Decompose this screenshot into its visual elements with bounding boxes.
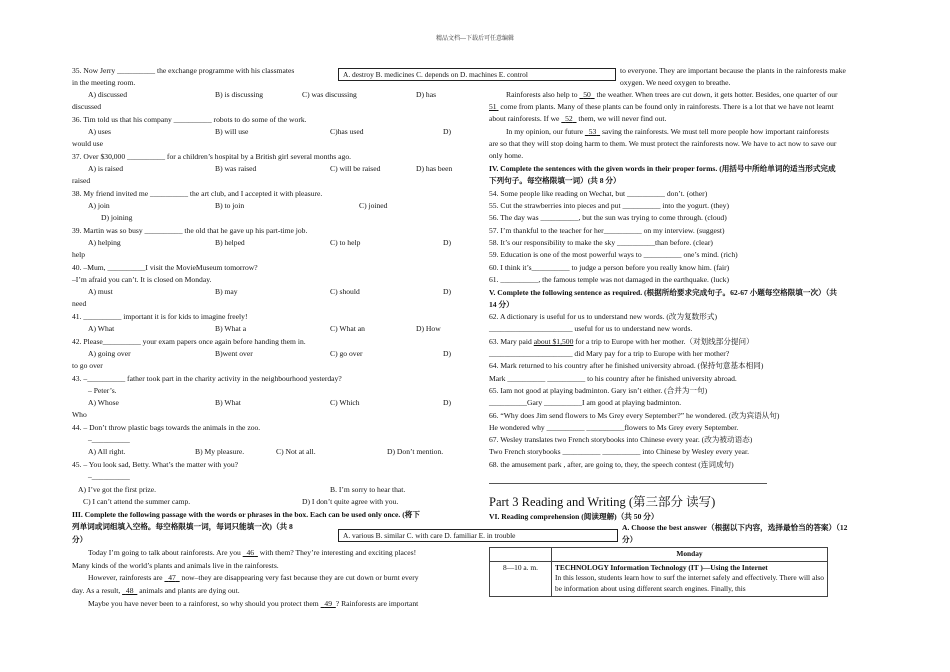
blank-53-number: 53 <box>588 127 597 136</box>
blank-49-number: 49 <box>324 599 332 608</box>
q38-option-b: B) to join <box>215 201 245 210</box>
q44-response: –__________ <box>88 435 130 444</box>
q43-option-c: C) Which <box>330 398 360 407</box>
q45-response: –__________ <box>88 472 130 481</box>
answer-line <box>489 483 767 484</box>
v-item-67-answer: Two French storybooks __________ __________ into Chinese by Wesley every year. <box>489 447 750 456</box>
v-item-66: 66. “Why does Jim send flowers to Ms Grey every September?” he wondered. (改为宾语从句) <box>489 411 780 420</box>
q43-option-d-cont: Who <box>72 410 87 419</box>
q35-option-d-cont: discussed <box>72 102 102 111</box>
q45-stem: 45. – You look sad, Betty. What’s the matter with you? <box>72 460 238 469</box>
iv-item-56: 56. The day was __________, but the sun was trying to come through. (cloud) <box>489 213 727 222</box>
q39-option-b: B) helped <box>215 238 245 247</box>
blank-52 <box>561 114 576 123</box>
v-item-68: 68. the amusement park , after, are going to, they, the speech contest (连词成句) <box>489 460 734 469</box>
passage-text: about rainforests. If we <box>489 114 562 123</box>
q41-option-b: B) What a <box>215 324 247 333</box>
v-item-64-answer: Mark __________ __________ to his country after he finished university abroad. <box>489 374 737 383</box>
passage-r1: to everyone. They are important because the plants in the rainforests make <box>620 66 846 75</box>
passage-text: However, rainforests are <box>88 573 165 582</box>
blank-47 <box>164 573 179 582</box>
q44-option-c: C) Not at all. <box>276 447 316 456</box>
word-box-1: A. destroy B. medicines C. depends on D. machines E. control <box>338 68 616 81</box>
section-iii-title-end: 分） <box>72 535 88 544</box>
q41-stem: 41. __________ important it is for kids to imagine freely! <box>72 312 248 321</box>
v-item-text: for a trip to Europe with her mother.（对划线部分提问） <box>573 337 754 346</box>
lesson-description: In this lesson, students learn how to surf the internet safely and effectively. There will also be information about using different search engines. Finally, this <box>555 573 824 594</box>
iv-item-61: 61. __________, the famous temple was not damaged in the earthquake. (luck) <box>489 275 729 284</box>
blank-46-number: 46 <box>246 548 255 557</box>
passage-r7: are so that they will stop doing harm to them. We must protect the rainforests now. We have to act now to save our <box>489 139 837 148</box>
passage-text: now–they are disappearing very fast because they are cut down or burnt every <box>179 573 419 582</box>
q37-stem: 37. Over $30,000 __________ for a children’s hospital by a British girl several months ago. <box>72 152 352 161</box>
v-item-67: 67. Wesley translates two French storybooks into Chinese every year. (改为被动语态) <box>489 435 753 444</box>
passage-text: Rainforests also help to <box>506 90 580 99</box>
v-item-66-answer: He wondered why __________ __________flowers to Ms Grey every September. <box>489 423 739 432</box>
section-iv-title-cont: 下列句子。每空格限填一词）(共 8 分） <box>489 176 621 185</box>
iv-item-60: 60. I think it’s__________ to judge a person before you really know him. (fair) <box>489 263 730 272</box>
section-iii-title: III. Complete the following passage with the words or phrases in the box. Each can be used only once. (将下 <box>72 510 420 519</box>
q35-option-d: D) has <box>416 90 437 99</box>
q41-option-a: A) What <box>88 324 115 333</box>
passage-text: the weather. When trees are cut down, it gets hotter. Besides, one quarter of our <box>594 90 838 99</box>
passage-text: day. As a result, <box>72 586 123 595</box>
passage-text: In my opinion, our future <box>506 127 585 136</box>
q40-option-b: B) may <box>215 287 238 296</box>
iv-item-57: 57. I’m thankful to the teacher for her__________ on my interview. (suggest) <box>489 226 725 235</box>
blank-50 <box>579 90 594 99</box>
q40-option-a: A) must <box>88 287 113 296</box>
q39-option-c: C) to help <box>330 238 361 247</box>
schedule-lesson <box>552 561 828 596</box>
passage-r4 <box>489 102 834 111</box>
passage-text: come from plants. Many of these plants can be found only in rainforests. There is a lot that we have not learnt <box>498 102 834 111</box>
q45-option-a: A) I’ve got the first prize. <box>78 485 157 494</box>
blank-46 <box>243 548 258 557</box>
passage-text: Maybe you have never been to a rainforest, so why should you protect them <box>88 599 321 608</box>
q41-option-c: C) What an <box>330 324 365 333</box>
q37-option-b: B) was raised <box>215 164 257 173</box>
q35-stem-cont: in the meeting room. <box>72 78 136 87</box>
v-item-text: 63. Mary paid <box>489 337 534 346</box>
section-vi-title: VI. Reading comprehension (阅读理解)（共 50 分） <box>489 512 659 521</box>
q42-option-d-cont: to go over <box>72 361 103 370</box>
q36-option-b: B) will use <box>215 127 249 136</box>
passage-r2: oxygen. We need oxygen to breathe. <box>620 78 731 87</box>
passage-p2 <box>88 573 419 582</box>
q45-option-d: D) I don’t quite agree with you. <box>302 497 399 506</box>
q36-option-d: D) <box>443 127 452 136</box>
passage-p1 <box>88 548 416 557</box>
passage-p2-cont <box>72 586 240 595</box>
passage-text: them, we will never find out. <box>576 114 667 123</box>
passage-p1-cont: Many kinds of the world’s plants and animals live in the rainforests. <box>72 561 279 570</box>
q35-option-c: C) was discussing <box>302 90 357 99</box>
q35-option-a: A) discussed <box>88 90 128 99</box>
q39-option-a: A) helping <box>88 238 121 247</box>
blank-50-number: 50 <box>583 90 591 99</box>
passage-text: saving the rainforests. We must tell more people how important rainforests <box>600 127 829 136</box>
q43-option-b: B) What <box>215 398 241 407</box>
blank-48 <box>122 586 137 595</box>
passage-r3 <box>506 90 846 99</box>
schedule-day: Monday <box>552 548 828 562</box>
q43-stem: 43. –__________ father took part in the charity activity in the neighbourhood yesterday? <box>72 374 342 383</box>
q42-stem: 42. Please__________ your exam papers once again before handing them in. <box>72 337 306 346</box>
q40-stem: 40. –Mum, __________I visit the MovieMuseum tomorrow? <box>72 263 258 272</box>
q35-stem: 35. Now Jerry __________ the exchange programme with his classmates <box>72 66 295 75</box>
passage-p3 <box>88 599 418 608</box>
blank-49 <box>321 599 336 608</box>
table-cell <box>490 548 552 562</box>
v-item-62-answer: ______________________ useful for us to understand new words. <box>489 324 693 333</box>
q42-option-a: A) going over <box>88 349 131 358</box>
iv-item-55: 55. Cut the strawberries into pieces and put __________ into the yogurt. (they) <box>489 201 730 210</box>
passage-text: Today I’m going to talk about rainforests. Are you <box>88 548 243 557</box>
section-a-title-cont: 分） <box>622 535 638 544</box>
q36-stem: 36. Tim told us that his company __________ robots to do some of the work. <box>72 115 307 124</box>
page-header: 精品文档---下载后可任意编辑 <box>436 36 514 42</box>
word-box-2: A. various B. similar C. with care D. familiar E. in trouble <box>338 529 618 542</box>
passage-text: ? Rainforests are important <box>335 599 419 608</box>
q44-option-a: A) All right. <box>88 447 126 456</box>
q44-option-b: B) My pleasure. <box>195 447 245 456</box>
passage-r8: only home. <box>489 151 524 160</box>
v-item-65-answer: __________Gary __________I am good at playing badminton. <box>489 398 682 407</box>
iv-item-54: 54. Some people like reading on Wechat, but __________ don’t. (other) <box>489 189 708 198</box>
q40-option-c: C) should <box>330 287 360 296</box>
section-a-title: A. Choose the best answer（根据以下内容，选择最恰当的答案）（12 <box>622 523 848 532</box>
q45-option-c: C) I can’t attend the summer camp. <box>83 497 191 506</box>
q44-stem: 44. – Don’t throw plastic bags towards the animals in the zoo. <box>72 423 261 432</box>
q39-option-d-cont: help <box>72 250 86 259</box>
blank-47-number: 47 <box>168 573 176 582</box>
q40-stem-cont: –I’m afraid you can’t. It is closed on Monday. <box>72 275 212 284</box>
q42-option-b: B)went over <box>215 349 253 358</box>
q43-option-d: D) <box>443 398 452 407</box>
q39-stem: 39. Martin was so busy __________ the old that he gave up his part-time job. <box>72 226 308 235</box>
lesson-title: TECHNOLOGY Information Technology (IT )—Using the Internet <box>555 562 768 572</box>
passage-r6 <box>506 127 846 136</box>
q37-option-c: C) will be raised <box>330 164 381 173</box>
iv-item-59: 59. Education is one of the most powerful ways to __________ one’s mind. (rich) <box>489 250 738 259</box>
q38-option-c: C) joined <box>359 201 388 210</box>
schedule-table <box>489 547 828 597</box>
q36-option-c: C)has used <box>330 127 364 136</box>
q38-option-a: A) join <box>88 201 110 210</box>
table-row <box>490 561 828 596</box>
table-row <box>490 548 828 562</box>
v-item-63-answer: ______________________ did Mary pay for a trip to Europe with her mother? <box>489 349 730 358</box>
q43-answer: – Peter’s. <box>88 386 117 395</box>
q35-option-b: B) is discussing <box>215 90 264 99</box>
q37-option-d-cont: raised <box>72 176 91 185</box>
schedule-time: 8—10 a. m. <box>490 561 552 596</box>
q39-option-d: D) <box>443 238 452 247</box>
q42-option-c: C) go over <box>330 349 363 358</box>
q38-stem: 38. My friend invited me __________ the art club, and I accepted it with pleasure. <box>72 189 323 198</box>
q43-option-a: A) Whose <box>88 398 119 407</box>
q41-option-d: D) How <box>416 324 441 333</box>
blank-51 <box>489 102 499 111</box>
blank-53 <box>585 127 600 136</box>
passage-text: with them? They’re interesting and exciting places! <box>257 548 417 557</box>
q42-option-d: D) <box>443 349 452 358</box>
q37-option-a: A) is raised <box>88 164 124 173</box>
blank-52-number: 52 <box>565 114 573 123</box>
iv-item-58: 58. It’s our responsibility to make the sky __________than before. (clear) <box>489 238 713 247</box>
q36-option-a: A) uses <box>88 127 111 136</box>
q45-option-b: B. I’m sorry to hear that. <box>330 485 406 494</box>
v-item-63 <box>489 337 829 346</box>
section-iii-title-cont: 列单词或词组填入空格。每空格限填一词，每词只能填一次)（共 8 <box>72 522 293 531</box>
v-item-64: 64. Mark returned to his country after he finished university abroad. (保持句意基本相同) <box>489 361 764 370</box>
q37-option-d: D) has been <box>416 164 453 173</box>
part-3-heading: Part 3 Reading and Writing (第三部分 读写) <box>489 495 716 509</box>
section-v-title-cont: 14 分） <box>489 300 514 309</box>
q38-option-d: D) joining <box>101 213 133 222</box>
q44-option-d: D) Don’t mention. <box>387 447 444 456</box>
q40-option-d: D) <box>443 287 452 296</box>
blank-51-number: 51 <box>489 102 497 111</box>
section-iv-title: IV. Complete the sentences with the given words in their proper forms. (用括号中所给单词的适当形式完成 <box>489 164 836 173</box>
v-item-65: 65. Iam not good at playing badminton. Gary isn’t either. (合并为一句) <box>489 386 708 395</box>
passage-text: animals and plants are dying out. <box>137 586 240 595</box>
q40-option-d-cont: need <box>72 299 87 308</box>
underlined-phrase: about $1,500 <box>533 337 574 346</box>
passage-r5 <box>489 114 829 123</box>
q36-option-d-cont: would use <box>72 139 104 148</box>
section-v-title: V. Complete the following sentence as required. (根据所给要求完成句子。62-67 小题每空格限填一次）（共 <box>489 288 838 297</box>
v-item-62: 62. A dictionary is useful for us to understand new words. (改为复数形式) <box>489 312 717 321</box>
blank-48-number: 48 <box>125 586 134 595</box>
